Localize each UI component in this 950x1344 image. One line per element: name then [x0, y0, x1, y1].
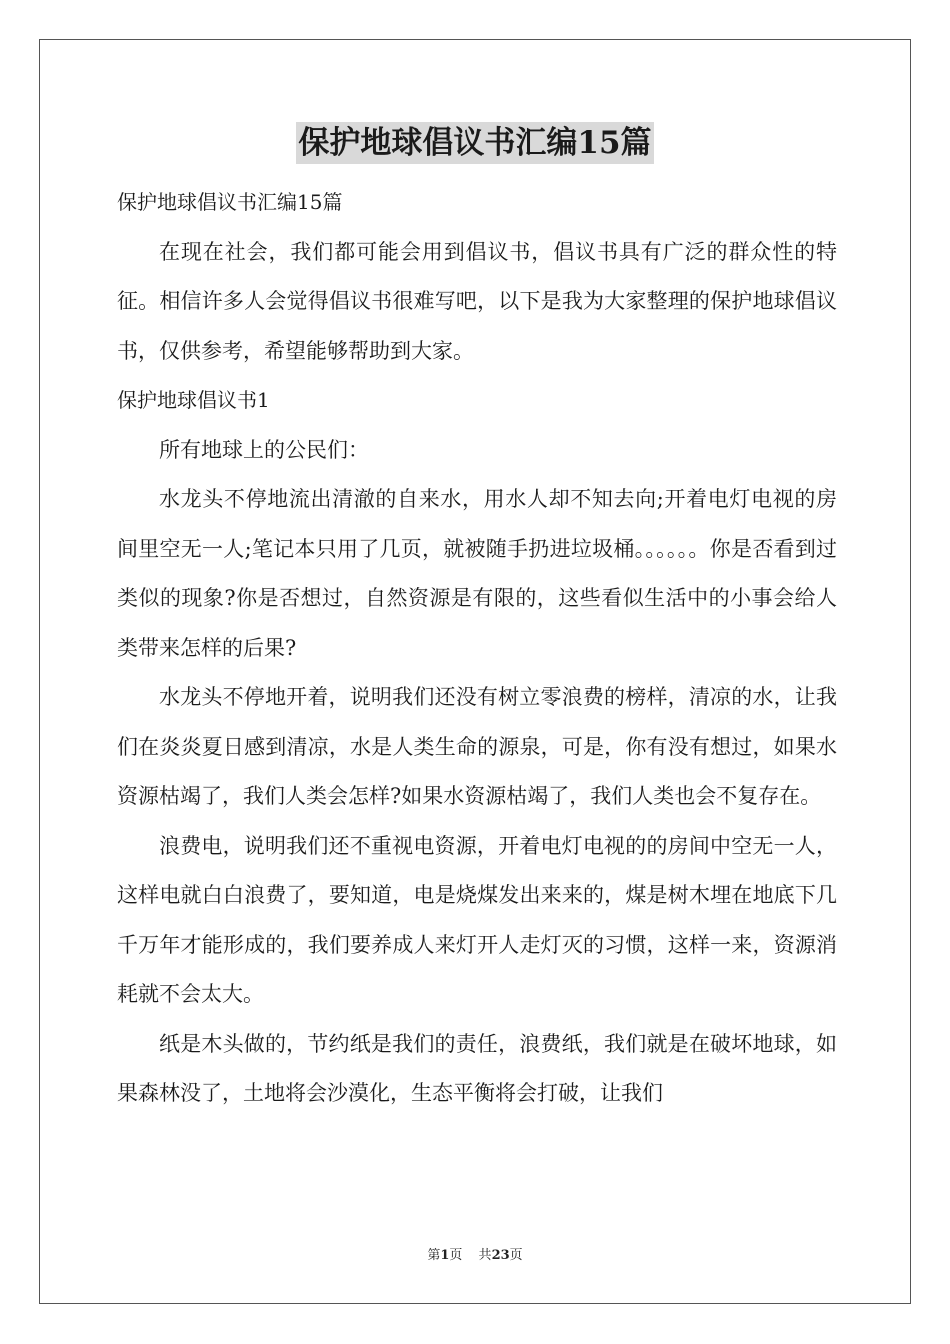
salutation-paragraph: 所有地球上的公民们： — [159, 437, 369, 462]
total-indicator — [479, 1248, 523, 1263]
page-number: 1 — [440, 1248, 450, 1263]
body-paragraph: 浪费电，说明我们还不重视电资源，开着电灯电视的的房间中空无一人，这样电就白白浪费了，要知道，电是烧煤发出来来的，煤是树木埋在地底下几千万年才能形成的，我们要养成人来灯开人走灯灭的习惯，这样一来，资源消耗就不会太大。 — [117, 833, 837, 1006]
body-paragraph: 水龙头不停地开着，说明我们还没有树立零浪费的榜样，清凉的水，让我们在炎炎夏日感到清凉，水是人类生命的源泉，可是，你有没有想过，如果水资源枯竭了，我们人类会怎样?如果水资源枯竭了，我们人类也会不复存在。 — [117, 685, 837, 808]
title-container — [0, 122, 950, 164]
document-subtitle: 保护地球倡议书汇编15篇 — [117, 190, 343, 214]
total-suffix: 页 — [509, 1248, 523, 1263]
page-suffix: 页 — [449, 1248, 463, 1263]
body-paragraph: 水龙头不停地流出清澈的自来水，用水人却不知去向;开着电灯电视的房间里空无一人;笔记本只用了几页，就被随手扔进垃圾桶。。。。。。你是否看到过类似的现象?你是否想过，自然资源是有限的，这些看似生活中的小事会给人类带来怎样的后果? — [117, 487, 837, 660]
page-prefix: 第 — [427, 1248, 441, 1263]
body-paragraph: 纸是木头做的，节约纸是我们的责任，浪费纸，我们就是在破坏地球，如果森林没了，土地将会沙漠化，生态平衡将会打破，让我们 — [117, 1031, 837, 1105]
section-heading: 保护地球倡议书1 — [117, 388, 270, 412]
page-footer — [0, 1244, 950, 1263]
document-body — [117, 178, 837, 1119]
total-prefix: 共 — [478, 1248, 492, 1263]
total-pages: 23 — [491, 1248, 510, 1263]
page-indicator — [427, 1248, 462, 1263]
document-title: 保护地球倡议书汇编15篇 — [296, 122, 653, 164]
intro-paragraph: 在现在社会，我们都可能会用到倡议书，倡议书具有广泛的群众性的特征。相信许多人会觉得倡议书很难写吧，以下是我为大家整理的保护地球倡议书，仅供参考，希望能够帮助到大家。 — [117, 239, 837, 363]
